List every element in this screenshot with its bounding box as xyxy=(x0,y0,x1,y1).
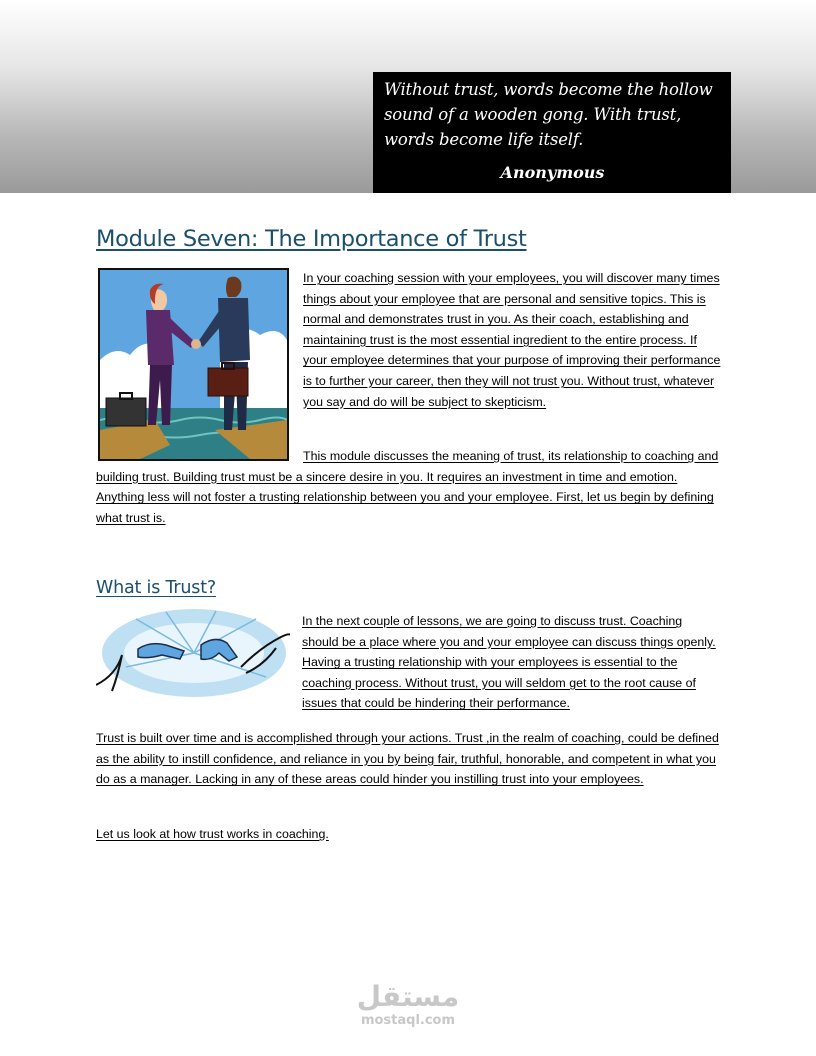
watermark-logo xyxy=(352,980,464,1028)
section-paragraph-1: In the next couple of lessons, we are going to discuss trust. Coaching should be a place where you and your employee can discuss things openly. Having a trusting relationship with your employees is essential to the coaching process. Without trust, you will seldom get to the root cause of issues that could be hindering their performance. xyxy=(302,614,716,711)
section-paragraph-2: Trust is built over time and is accomplished through your actions. Trust ,in the realm of coaching, could be defined as the ability to instill confidence, and reliance in you by being fair, truthful, honorable, and competent in what you do as a manager. Lacking in any of these areas could hinder you instilling trust into your employees. xyxy=(96,731,719,787)
module-paragraph-1: In your coaching session with your employees, you will discover many times things about your employee that are personal and sensitive topics. This is normal and demonstrates trust in you. As their coach, establishing and maintaining trust is the most essential ingredient to the entire process. If your employee determines that your purpose of improving their performance is to further your career, then they will not trust you. Without trust, whatever you say and do will be subject to skepticism. xyxy=(303,271,721,409)
section-title: What is Trust? xyxy=(96,578,216,598)
watermark-latin: mostaql.com xyxy=(360,1013,456,1028)
module-paragraph-2: This module discusses the meaning of trust, its relationship to coaching and building trust. Building trust must be a sincere desire in you. It requires an investment in time and emotion. Anything less will not foster a trusting relationship between you and your employee. First, let us begin by defining what trust is. xyxy=(96,449,719,525)
quote-author: Anonymous xyxy=(500,163,605,182)
watermark-arabic: مستقل xyxy=(356,980,460,1013)
quote-text: Without trust, words become the hollow sound of a wooden gong. With trust, words become life itself. xyxy=(384,80,713,149)
quote-box xyxy=(373,72,731,193)
module-title: Module Seven: The Importance of Trust xyxy=(96,226,527,252)
trust-fall-illustration xyxy=(96,607,290,701)
section-paragraph-3: Let us look at how trust works in coaching. xyxy=(96,827,329,841)
handshake-illustration xyxy=(98,268,289,461)
